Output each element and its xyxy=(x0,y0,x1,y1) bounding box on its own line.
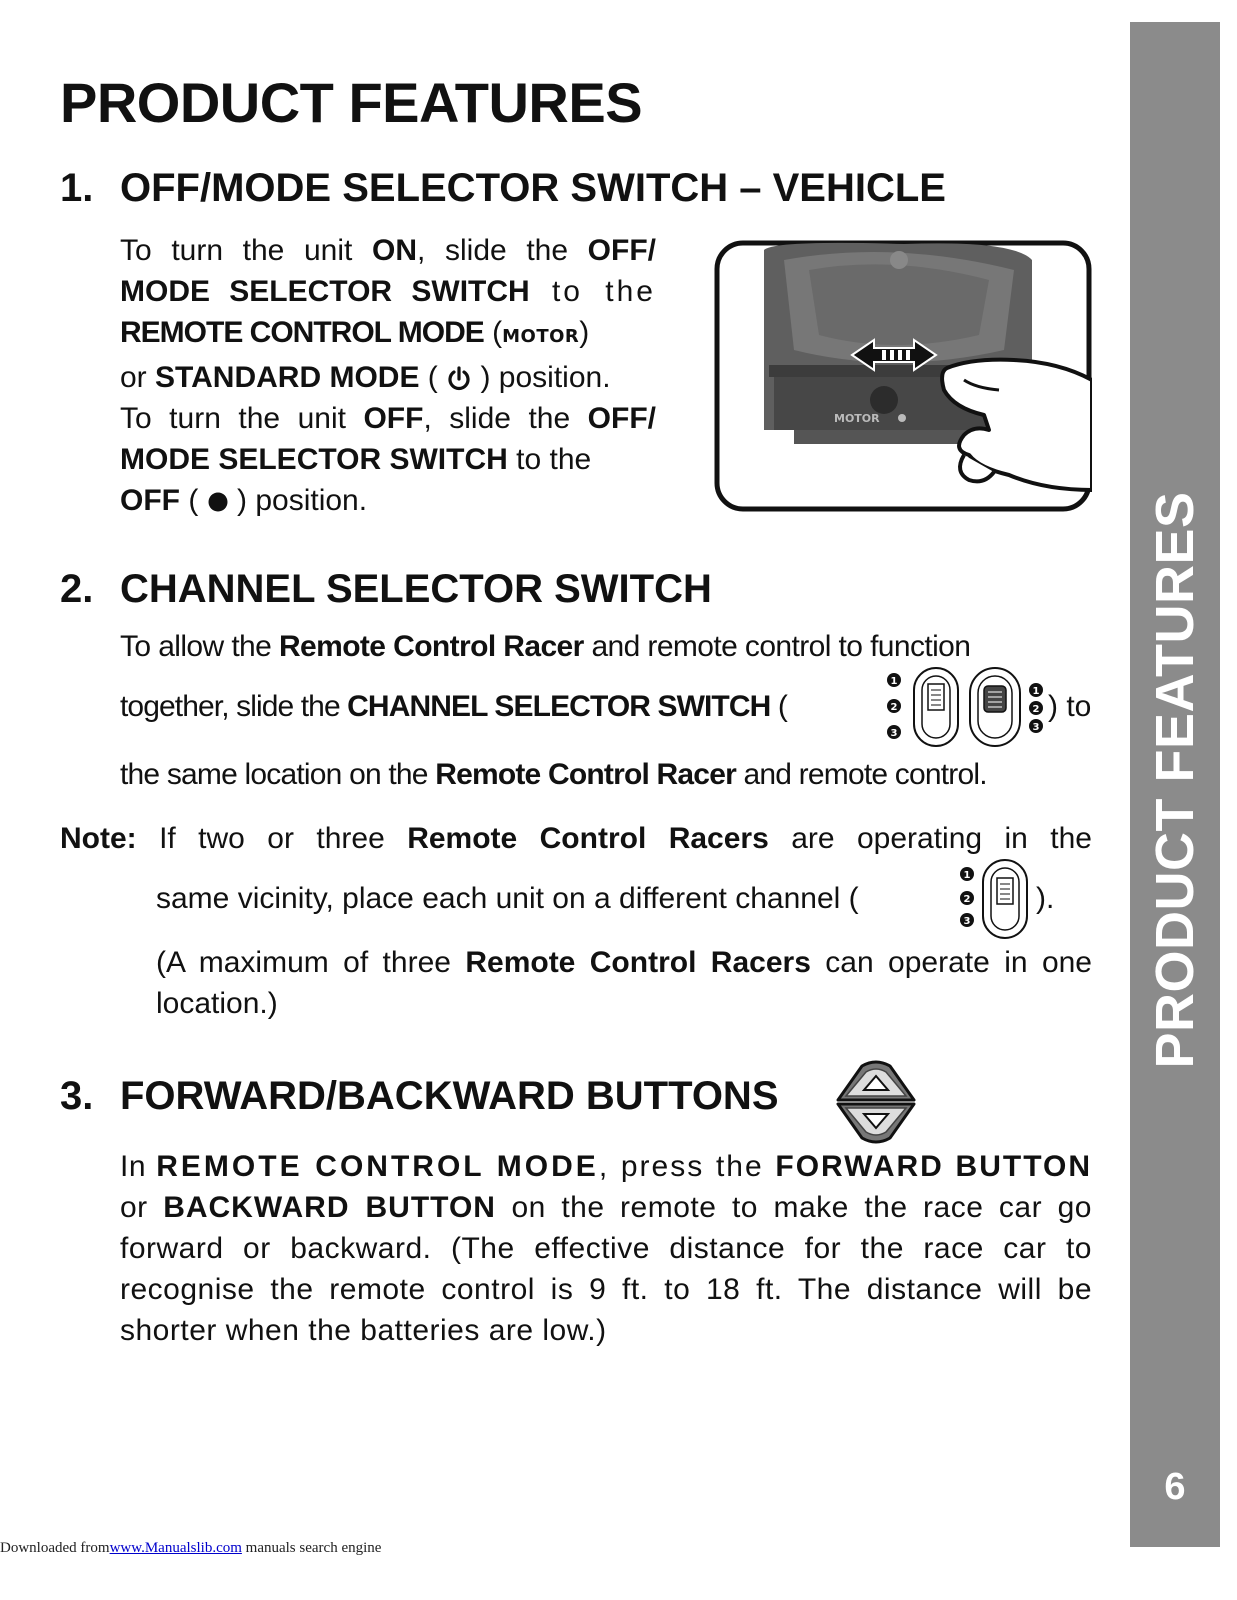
section1-heading xyxy=(60,166,946,211)
section1-line1: To turn the unit ON, slide the OFF/ xyxy=(120,234,656,267)
section3-title: FORWARD/BACKWARD BUTTONS xyxy=(120,1074,779,1118)
section3-heading xyxy=(60,1074,779,1119)
svg-text:3: 3 xyxy=(890,728,898,739)
section2-line2-end: ) to xyxy=(1048,690,1092,723)
section3-paragraph: In REMOTE CONTROL MODE, press the FORWARD BUTTON or BACKWARD BUTTON on the remote to make the race car go forward or backward. (The effective distance for the race car to recognise the remote control is 9 ft. to 18 ft. The distance will be shorter when the batteries are low.) xyxy=(120,1150,1092,1347)
motor-label: MOTOR xyxy=(502,326,580,347)
svg-text:2: 2 xyxy=(890,702,898,713)
svg-text:1: 1 xyxy=(890,676,898,687)
side-tab-label: PRODUCT FEATURES xyxy=(1145,491,1205,1069)
note-line2: same vicinity, place each unit on a different channel ( xyxy=(156,882,859,915)
section1-line6: MODE SELECTOR SWITCH to the xyxy=(120,443,592,476)
channel-switch-note-icon xyxy=(955,858,1037,940)
section1-line7: OFF ( ) position. xyxy=(120,484,368,517)
page-title: PRODUCT FEATURES xyxy=(60,71,643,134)
note-line2-end: ). xyxy=(1036,882,1055,915)
svg-text:2: 2 xyxy=(1032,704,1040,715)
switch-illustration xyxy=(714,240,1092,512)
backward-button-icon xyxy=(838,1104,914,1142)
filled-circle-icon xyxy=(207,491,229,513)
section2-number: 2. xyxy=(60,567,94,611)
section1-line4: or STANDARD MODE ( ) position. xyxy=(120,361,611,394)
svg-text:1: 1 xyxy=(1032,686,1040,697)
section1-title: OFF/MODE SELECTOR SWITCH – VEHICLE xyxy=(120,166,946,210)
power-icon xyxy=(446,366,472,392)
section2-line3: the same location on the Remote Control Racer and remote control. xyxy=(120,758,987,791)
svg-text:1: 1 xyxy=(963,870,971,881)
section1-number: 1. xyxy=(60,166,94,210)
note-paragraph2: (A maximum of three Remote Control Racers can operate in one location.) xyxy=(156,946,1092,1020)
section2-line1: To allow the Remote Control Racer and remote control to function xyxy=(120,630,971,663)
svg-text:3: 3 xyxy=(1032,722,1040,733)
section1-paragraph xyxy=(120,230,656,521)
footer-prefix: Downloaded from xyxy=(0,1540,110,1556)
section1-line5: To turn the unit OFF, slide the OFF/ xyxy=(120,402,656,435)
section2-heading xyxy=(60,567,712,612)
forward-backward-buttons-icon xyxy=(832,1060,920,1144)
footer xyxy=(0,1540,381,1557)
section3-number: 3. xyxy=(60,1074,94,1118)
section1-line2: MODE SELECTOR SWITCH to the xyxy=(120,275,656,308)
note-label: Note: xyxy=(60,822,137,855)
forward-button-icon xyxy=(838,1062,914,1100)
footer-link[interactable]: www.Manualslib.com xyxy=(109,1540,242,1556)
channel-switch-left-icon xyxy=(882,666,964,748)
page-number: 6 xyxy=(1164,1466,1186,1508)
section2-line2: together, slide the CHANNEL SELECTOR SWITCH ( xyxy=(120,690,787,723)
note-line1: Note: If two or three Remote Control Racers are operating in the xyxy=(60,822,1092,855)
svg-text:3: 3 xyxy=(963,916,971,927)
svg-text:2: 2 xyxy=(963,894,971,905)
footer-suffix: manuals search engine xyxy=(241,1540,382,1556)
section1-line3: REMOTE CONTROL MODE (MOTOR) xyxy=(120,316,590,349)
illustration-motor-label: MOTOR xyxy=(834,412,880,425)
section2-title: CHANNEL SELECTOR SWITCH xyxy=(120,567,712,611)
channel-switch-right-icon xyxy=(966,666,1048,748)
